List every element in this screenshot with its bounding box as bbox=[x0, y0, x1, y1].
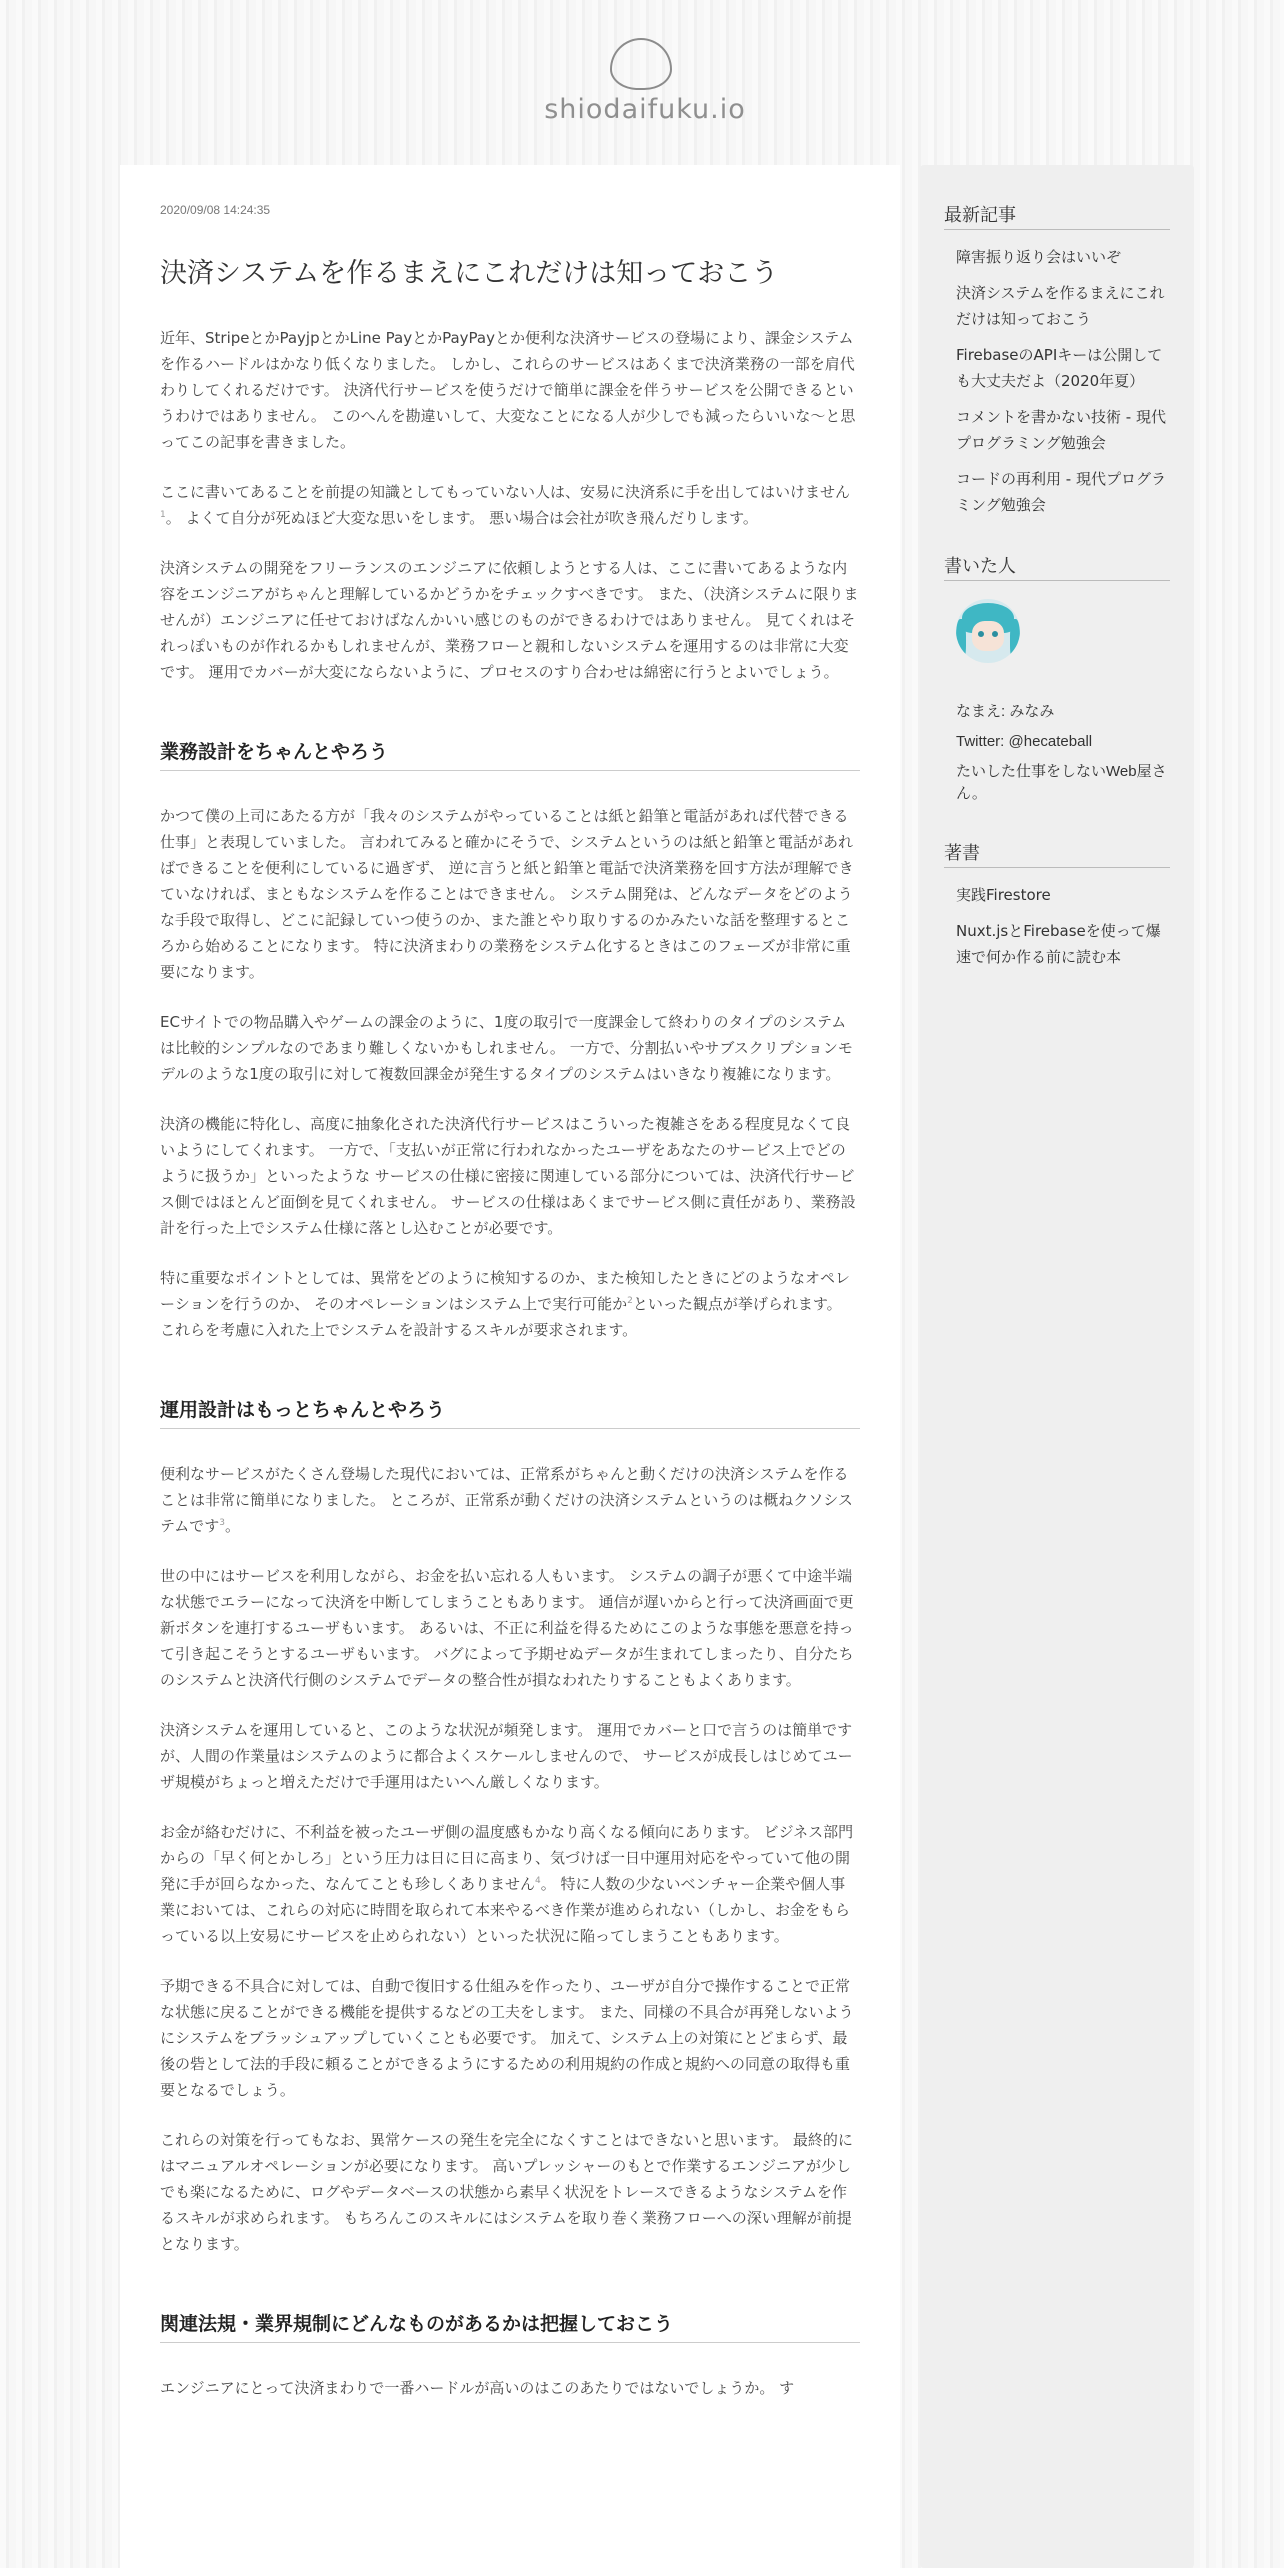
paragraph: 決済の機能に特化し、高度に抽象化された決済代行サービスはこういった複雑さをある程度見なくて良いようにしてくれます。 一方で、「支払いが正常に行われなかったユーザをあなたのサービス上でどのように扱うか」といったような サービスの仕様に密接に関連している部分については、決済代行サービス側ではほとんど面倒を見てくれません。 サービスの仕様はあくまでサービス側に責任があり、業務設計を行った上でシステム仕様に落とし込むことが必要です。 bbox=[160, 1114, 856, 1237]
section-heading: 運用設計はもっとちゃんとやろう bbox=[160, 1395, 860, 1429]
paragraph: ここに書いてあることを前提の知識としてもっていない人は、安易に決済系に手を出してはいけません$^1$。 よくて自分が死ぬほど大変な思いをします。 悪い場合は会社が吹き飛んだりします。 bbox=[160, 482, 851, 527]
post-body bbox=[160, 325, 860, 2401]
author-avatar bbox=[956, 599, 1020, 663]
author-bio: たいした仕事をしないWeb屋さん。 bbox=[956, 763, 1167, 802]
footnote-ref[interactable]: 2 bbox=[627, 1295, 633, 1306]
book-link[interactable]: 実践Firestore bbox=[956, 886, 1051, 904]
author-twitter[interactable]: Twitter: @hecateball bbox=[956, 733, 1093, 750]
paragraph: かつて僕の上司にあたる方が「我々のシステムがやっていることは紙と鉛筆と電話があれば代替できる仕事」と表現していました。 言われてみると確かにそうで、システムというのは紙と鉛筆と電話があればできることを便利にしているに過ぎず、 逆に言うと紙と鉛筆と電話で決済業務を回す方法が理解できていなければ、まともなシステムを作ることはできません。 システム開発は、どんなデータをどのような手段で取得し、どこに記録していつ使うのか、また誰とやり取りするのかみたいな話を整理するところから始めることになります。 特に決済まわりの業務をシステム化するときはこのフェーズが非常に重要になります。 bbox=[160, 806, 854, 981]
site-header bbox=[0, 0, 1284, 150]
recent-post-link[interactable]: コードの再利用 - 現代プログラミング勉強会 bbox=[956, 470, 1166, 514]
paragraph: 近年、StripeとかPayjpとかLine PayとかPayPayとか便利な決済サービスの登場により、課金システムを作るハードルはかなり低くなりました。 しかし、これらのサービスはあくまで決済業務の一部を肩代わりしてくれるだけです。 決済代行サービスを使うだけで簡単に課金を伴うサービスを公開できるというわけではありません。 このへんを勘違いして、大変なことになる人が少しでも減ったらいいな～と思ってこの記事を書きました。 bbox=[160, 328, 856, 451]
author-info bbox=[944, 701, 1170, 805]
author-name: なまえ: みなみ bbox=[956, 703, 1055, 720]
author-section bbox=[944, 552, 1170, 805]
paragraph: エンジニアにとって決済まわりで一番ハードルが高いのはこのあたりではないでしょうか。 す bbox=[160, 2378, 795, 2397]
recent-posts-list bbox=[944, 244, 1170, 518]
footnote-ref[interactable]: 4 bbox=[535, 1875, 541, 1886]
paragraph: 特に重要なポイントとしては、異常をどのように検知するのか、また検知したときにどのようなオペレーションを行うのか、 そのオペレーションはシステム上で実行可能か$^2$といった観点が挙げられます。 これらを考慮に入れた上でシステムを設計するスキルが要求されます。 bbox=[160, 1268, 851, 1339]
section-heading: 関連法規・業界規制にどんなものがあるかは把握しておこう bbox=[160, 2309, 860, 2343]
post-title: 決済システムを作るまえにこれだけは知っておこう bbox=[160, 258, 779, 289]
books-heading: 著書 bbox=[944, 839, 1170, 868]
recent-post-link[interactable]: FirebaseのAPIキーは公開しても大丈夫だよ（2020年夏） bbox=[956, 346, 1163, 390]
daifuku-logo-icon bbox=[610, 38, 672, 90]
books-list bbox=[944, 882, 1170, 970]
recent-post-link[interactable]: 障害振り返り会はいいぞ bbox=[956, 248, 1122, 266]
paragraph: お金が絡むだけに、不利益を被ったユーザ側の温度感もかなり高くなる傾向にあります。 ビジネス部門からの「早く何とかしろ」という圧力は日に日に高まり、気づけば一日中運用対応をやっていて他の開発に手が回らなかった、なんてことも珍しくありません$^4$。 特に人数の少ないベンチャー企業や個人事業においては、これらの対応に時間を取られて本来やるべき作業が進められない（しかし、お金をもらっている以上安易にサービスを止められない）といった状況に陥ってしまうこともあります。 bbox=[160, 1822, 854, 1945]
books-section bbox=[944, 839, 1170, 970]
footnote-ref[interactable]: 3 bbox=[219, 1517, 225, 1528]
paragraph: 便利なサービスがたくさん登場した現代においては、正常系がちゃんと動くだけの決済システムを作ることは非常に簡単になりました。 ところが、正常系が動くだけの決済システムというのは概ねクソシステムです$^3$。 bbox=[160, 1464, 853, 1535]
site-logo[interactable] bbox=[540, 34, 750, 134]
paragraph: 予期できる不具合に対しては、自動で復旧する仕組みを作ったり、ユーザが自分で操作することで正常な状態に戻ることができる機能を提供するなどの工夫をします。 また、同様の不具合が再発しないようにシステムをブラッシュアップしていくことも必要です。 加えて、システム上の対策にとどまらず、最後の砦として法的手段に頼ることができるようにするための利用規約の作成と規約への同意の取得も重要となるでしょう。 bbox=[160, 1976, 854, 2099]
recent-post-link[interactable]: コメントを書かない技術 - 現代プログラミング勉強会 bbox=[956, 408, 1166, 452]
author-heading: 書いた人 bbox=[944, 552, 1170, 581]
footnote-ref[interactable]: 1 bbox=[160, 509, 166, 520]
paragraph: ECサイトでの物品購入やゲームの課金のように、1度の取引で一度課金して終わりのタイプのシステムは比較的シンプルなのであまり難しくないかもしれません。 一方で、分割払いやサブスクリプションモデルのような1度の取引に対して複数回課金が発生するタイプのシステムはいきなり複雑になります。 bbox=[160, 1012, 853, 1083]
paragraph: これらの対策を行ってもなお、異常ケースの発生を完全になくすことはできないと思います。 最終的にはマニュアルオペレーションが必要になります。 高いプレッシャーのもとで作業するエンジニアが少しでも楽になるために、ログやデータベースの状態から素早く状況をトレースできるようなシステムを作るスキルが求められます。 もちろんこのスキルにはシステムを取り巻く業務フローへの深い理解が前提となります。 bbox=[160, 2130, 853, 2253]
sidebar bbox=[920, 165, 1194, 2568]
paragraph: 決済システムの開発をフリーランスのエンジニアに依頼しようとする人は、ここに書いてあるような内容をエンジニアがちゃんと理解しているかどうかをチェックすべきです。 また、（決済システムに限りませんが）エンジニアに任せておけばなんかいい感じのものができるわけではありません。 見てくれはそれっぽいものが作れるかもしれませんが、業務フローと親和しないシステムを運用するのは非常に大変です。 運用でカバーが大変にならないように、プロセスのすり合わせは綿密に行うとよいでしょう。 bbox=[160, 558, 859, 681]
paragraph: 決済システムを運用していると、このような状況が頻発します。 運用でカバーと口で言うのは簡単ですが、人間の作業量はシステムのように都合よくスケールしませんので、 サービスが成長しはじめてユーザ規模がちょっと増えただけで手運用はたいへん厳しくなります。 bbox=[160, 1720, 853, 1791]
section-heading: 業務設計をちゃんとやろう bbox=[160, 737, 860, 771]
paragraph: 世の中にはサービスを利用しながら、お金を払い忘れる人もいます。 システムの調子が悪くて中途半端な状態でエラーになって決済を中断してしまうこともあります。 通信が遅いからと行って決済画面で更新ボタンを連打するユーザもいます。 あるいは、不正に利益を得るためにこのような事態を悪意を持って引き起こそうとするユーザもいます。 バグによって予期せぬデータが生まれてしまったり、自分たちのシステムと決済代行側のシステムでデータの整合性が損なわれたりすることもよくあります。 bbox=[160, 1566, 854, 1689]
post-date: 2020/09/08 14:24:35 bbox=[160, 203, 271, 217]
recent-posts-heading: 最新記事 bbox=[944, 201, 1170, 230]
book-link[interactable]: Nuxt.jsとFirebaseを使って爆速で何か作る前に読む本 bbox=[956, 922, 1161, 966]
recent-post-link[interactable]: 決済システムを作るまえにこれだけは知っておこう bbox=[956, 284, 1165, 328]
site-logo-text: shiodaifuku.io bbox=[544, 94, 746, 125]
recent-posts-section bbox=[944, 201, 1170, 518]
article-main bbox=[120, 165, 900, 2568]
